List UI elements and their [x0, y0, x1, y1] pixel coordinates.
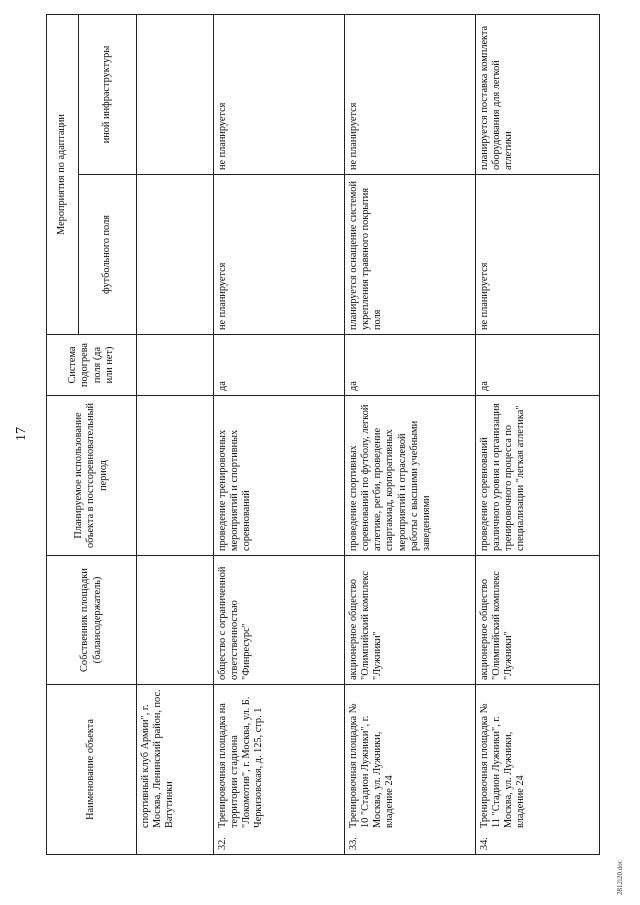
row-number: 33. [348, 837, 359, 850]
cell-name [345, 685, 476, 855]
cell-use: проведение тренировочных мероприятий и спортивных соревнований [214, 396, 345, 556]
cell-infra: не планируется [345, 14, 476, 174]
object-name: Тренировочная площадка № 10 "Стадион Лужники", г. Москва, ул. Лужники, владение 24 [348, 703, 396, 828]
cell-owner: акционерное общество "Олимпийский комплекс "Лужники" [345, 556, 476, 685]
cell-name: спортивный клуб Армии", г. Москва, Ленинский район, пос. Ватутинки [137, 685, 214, 855]
page-number: 17 [14, 427, 29, 441]
cell-name [214, 685, 345, 855]
header-use: Планируемое использование объекта в постсоревновательный период [47, 396, 137, 556]
cell-owner [137, 556, 214, 685]
object-name: Тренировочная площадка на территории стадиона "Локомотив", г. Москва, ул. Б. Черкизовская, д. 125, стр. 1 [217, 696, 265, 828]
table-row [345, 14, 476, 854]
facilities-table [46, 14, 600, 855]
cell-heating: да [345, 335, 476, 396]
cell-football: не планируется [476, 175, 600, 335]
cell-use: проведение соревнований различного уровня и организация тренировочного процесса по специализации "легкая атлетика" [476, 396, 600, 556]
cell-owner: акционерное общество "Олимпийский комплекс "Лужники" [476, 556, 600, 685]
header-football: футбольного поля [79, 175, 137, 335]
cell-heating: да [214, 335, 345, 396]
header-infra: иной инфраструктуры [79, 14, 137, 174]
cell-football: не планируется [214, 175, 345, 335]
table-row [137, 14, 214, 854]
cell-use: проведение спортивных соревнований по футболу, легкой атлетике, регби, проведение спартакиад, корпоративных мероприятий и отраслевой работы с высшими учебными заведениями [345, 396, 476, 556]
cell-football [137, 175, 214, 335]
table-row [476, 14, 600, 854]
cell-heating: да [476, 335, 600, 396]
footer-filename: 2812i20.doc [616, 860, 624, 895]
cell-infra: не планируется [214, 14, 345, 174]
header-adaptation: Мероприятия по адаптации [47, 14, 79, 334]
cell-football: планируется оснащение системой укрепления травяного покрытия поля [345, 175, 476, 335]
header-name: Наименование объекта [47, 685, 137, 855]
row-number: 32. [217, 837, 228, 850]
row-number: 34. [479, 837, 490, 850]
cell-infra: планируется поставка комплекта оборудования для легкой атлетики [476, 14, 600, 174]
object-name: Тренировочная площадка № 11 "Стадион Лужники", г. Москва, ул. Лужники, владение 24 [479, 703, 527, 828]
cell-infra [137, 14, 214, 174]
header-heating: Система подогрева поля (да или нет) [47, 335, 137, 396]
header-owner: Собственник площадки (балансодержатель) [47, 556, 137, 685]
cell-owner: общество с ограниченной ответственностью "Финресурс" [214, 556, 345, 685]
cell-name [476, 685, 600, 855]
table-row [214, 14, 345, 854]
cell-heating [137, 335, 214, 396]
cell-use [137, 396, 214, 556]
